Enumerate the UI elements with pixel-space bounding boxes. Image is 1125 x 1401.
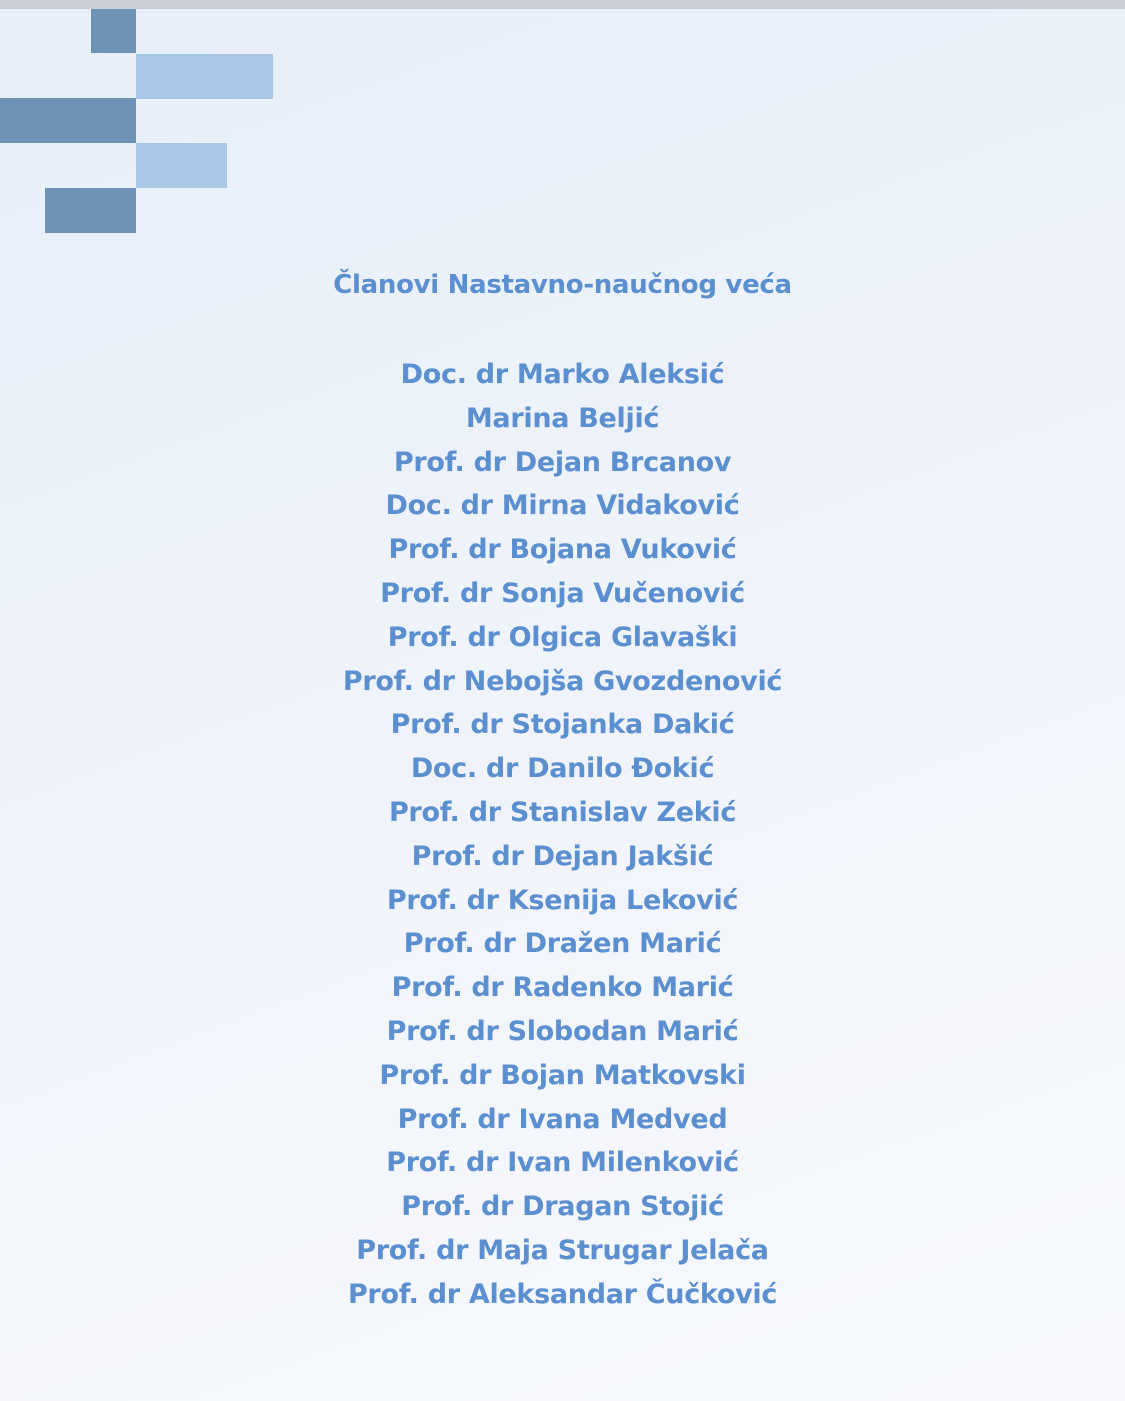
list-item: Marina Beljić (465, 402, 660, 434)
list-item: Prof. dr Bojana Vuković (388, 534, 737, 566)
block-dark-2 (0, 98, 136, 143)
top-strip (0, 0, 1125, 9)
block-light-1 (136, 54, 273, 99)
list-item: Prof. dr Stanislav Zekić (388, 796, 737, 828)
list-item: Prof. dr Sonja Vučenović (380, 577, 745, 609)
page-title: Članovi Nastavno-naučnog veća (333, 270, 792, 300)
list-item: Prof. dr Dejan Brcanov (393, 446, 732, 478)
list-item: Doc. dr Mirna Vidaković (385, 490, 740, 522)
list-item: Prof. dr Slobodan Marić (386, 1015, 739, 1047)
list-item: Doc. dr Danilo Đokić (410, 753, 715, 785)
list-item: Prof. dr Aleksandar Čučković (347, 1278, 778, 1310)
list-item: Prof. dr Bojan Matkovski (379, 1059, 746, 1091)
list-item: Prof. dr Radenko Marić (391, 972, 734, 1004)
list-item: Prof. dr Maja Strugar Jelača (356, 1234, 769, 1266)
list-item: Prof. dr Nebojša Gvozdenović (342, 665, 783, 697)
block-dark-1 (91, 9, 136, 53)
list-item: Prof. dr Stojanka Dakić (390, 709, 735, 741)
list-item: Prof. dr Olgica Glavaški (387, 621, 738, 653)
list-item: Prof. dr Dragan Stojić (401, 1191, 724, 1223)
block-light-2 (136, 143, 227, 188)
list-item: Prof. dr Ivana Medved (397, 1103, 728, 1135)
list-item: Doc. dr Marko Aleksić (400, 359, 725, 390)
list-item: Prof. dr Ksenija Leković (386, 884, 739, 916)
list-item: Prof. dr Dražen Marić (403, 928, 722, 960)
list-item: Prof. dr Ivan Milenković (386, 1147, 739, 1179)
list-item: Prof. dr Dejan Jakšić (411, 840, 714, 872)
block-dark-3 (45, 188, 136, 233)
members-list (0, 356, 1125, 1320)
